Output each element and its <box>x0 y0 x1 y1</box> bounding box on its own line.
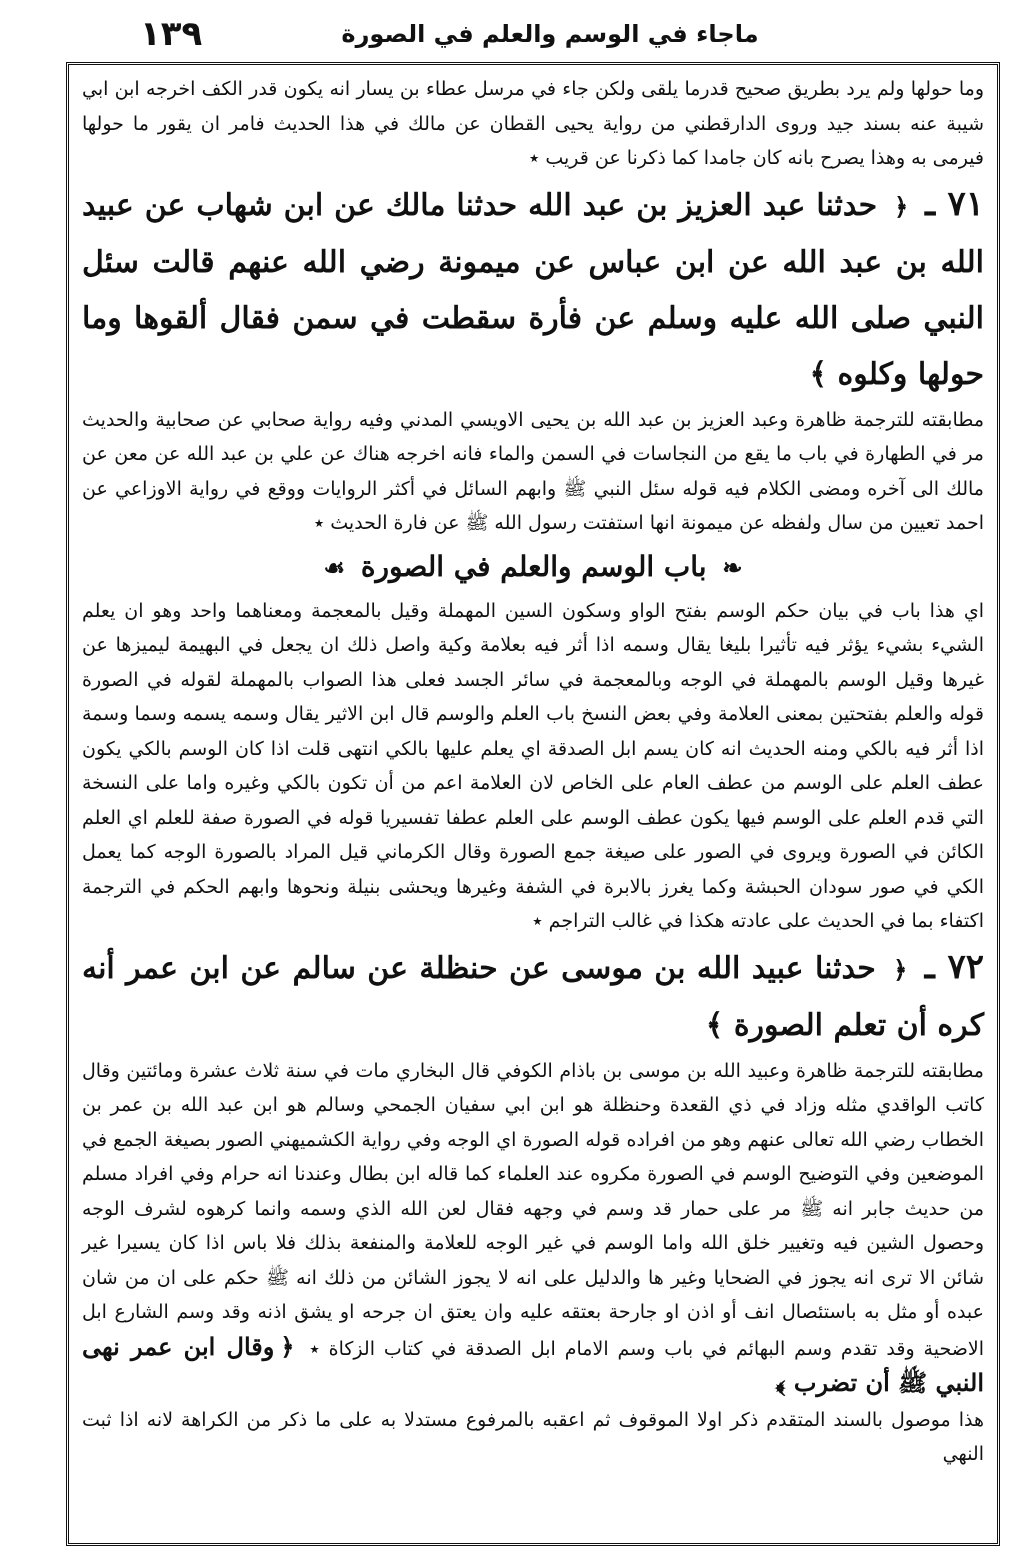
hadith-text: حدثنا عبد العزيز بن عبد الله حدثنا مالك عن ابن شهاب عن عبيد الله بن عبد الله عن ابن عباس عن ميمونة رضي الله عنهم قالت سئل النبي صلى الله عليه وسلم عن فأرة سقطت في سمن فقال ألقوها وما حولها وكلوه ﴾ <box>82 187 984 392</box>
ornament-icon: ❧ <box>722 552 743 582</box>
commentary-paragraph: اي هذا باب في بيان حكم الوسم بفتح الواو وسكون السين المهملة وقيل بالمعجمة ومعناهما واحد وهو ان يعلم الشيء بشيء يؤثر فيه تأثيرا بليغا يقال وسمه اذا أثر فيه بعلامة وكية واصل ذلك ان يجعل في البهيمة ليميزها عن غيرها وقيل الوسم بالمهملة في الوجه وبالمعجمة في سائر الجسد فعلى هذا الصواب بالمهملة لقوله في الصورة قوله والعلم بفتحتين بمعنى العلامة وفي بعض النسخ باب العلم والوسم قال ابن الاثير يقال وسمه يسمه وسما وسمة اذا أثر فيه بالكي ومنه الحديث انه كان يسم ابل الصدقة اي يعلم عليها بالكي انتهى قلت اذا كان الوسم بالكي يكون عطف العلم على الوسم من عطف العام على الخاص لان العلامة اعم من أن تكون بالكي وغيره واما على النسخة التي قدم العلم على الوسم فيها يكون عطف الوسم على العلم عطفا تفسيريا قوله في الصورة صفة للعلم اي العلم الكائن في الصورة ويروى في الصور على صيغة جمع الصورة وقال الكرماني قيل المراد بالصورة الوجه كما يعمل الكي في صور سودان الحبشة وكما يغرز بالابرة في الشفة وغيرها ويحشى بنيلة ونحوها وابهم الحكم في الترجمة اكتفاء بما في الحديث على عادته هكذا في غالب التراجم ٭ <box>82 599 984 932</box>
commentary-paragraph: مطابقته للترجمة ظاهرة وعبد العزيز بن عبد الله بن يحيى الاويسي المدني وفيه رواية صحابي عن صحابية والحديث مر في الطهارة في باب ما يقع من النجاسات في السمن والماء فانه اخرجه هناك عن علي بن عبد الله عن معن عن مالك الى آخره ومضى الكلام فيه قوله سئل النبي ﷺ وابهم السائل في أكثر الروايات ووقع في رواية الاوزاعي عن احمد تعيين من سال ولفظه عن ميمونة انها استفتت رسول الله ﷺ عن فارة الحديث ٭ <box>82 408 984 534</box>
ornament-icon: ☙ <box>323 552 346 582</box>
running-title: ماجاء في الوسم والعلم في الصورة <box>341 20 759 48</box>
hadith-number: ٧٢ ـ <box>924 946 984 987</box>
chapter-title: باب الوسم والعلم في الصورة <box>360 549 707 583</box>
hadith-71 <box>74 176 992 403</box>
page-number: ١٣٩ <box>140 14 203 54</box>
commentary-paragraph <box>74 1054 992 1403</box>
chapter-heading <box>74 541 992 594</box>
page-body <box>74 72 992 1538</box>
ornament-open: ﴿ <box>894 191 909 221</box>
ornament-open: ﴿ <box>280 1331 295 1361</box>
commentary-text: مطابقته للترجمة ظاهرة وعبيد الله بن موسى بن باذام الكوفي قال البخاري مات في سنة ثلاث عشرة ومائتين وقال كاتب الواقدي مثله وزاد في ذي القعدة وحنظلة هو ابن ابي سفيان الجمحي وسالم هو ابن عبد الله بن عمر بن الخطاب رضي الله تعالى عنهم وهو من افراده قوله الصورة اي الوجه وفي رواية الكشميهني الصور بصيغة الجمع في الموضعين وفي التوضيح الوسم في الصورة مكروه عند العلماء كما قاله ابن بطال وعندنا انه حرام وفي افراد مسلم من حديث جابر انه ﷺ مر على حمار قد وسم في وجهه فقال لعن الله الذي وسمه وانما كرهوه لشرف الوجه وحصول الشين فيه وتغيير خلق الله واما الوسم في غير الوجه للعلامة والمنفعة بذلك فلا باس اذا كان يسيرا غير شائن الا ترى انه يجوز في الضحايا وغير ها والدليل على انه لا يجوز الشائن من ذلك انه ﷺ حكم على ان من شان عبده أو مثل به باستئصال انف أو اذن او جارحة بعتقه عليه وان يعتق ان جرحه او يشق اذنه وقد وسم الشارع ابل الاضحية وقد تقدم وسم البهائم في باب وسم الامام ابل الصدقة في كتاب الزكاة ٭ <box>82 1059 984 1360</box>
hadith-72 <box>74 939 992 1054</box>
ornament-open: ﴿ <box>893 954 908 984</box>
page-header <box>60 14 1000 56</box>
hadith-text: حدثنا عبيد الله بن موسى عن حنظلة عن سالم عن ابن عمر أنه كره أن تعلم الصورة ﴾ <box>82 950 984 1043</box>
hadith-number: ٧١ ـ <box>925 183 984 224</box>
commentary-paragraph: هذا موصول بالسند المتقدم ذكر اولا الموقوف ثم اعقبه بالمرفوع مستدلا به على ما ذكر من الكراهة لانه اذا ثبت النهي <box>82 1408 984 1465</box>
quote-text: وقال ابن عمر نهى النبي ﷺ أن تضرب ﴾ <box>82 1331 984 1397</box>
commentary-paragraph: وما حولها ولم يرد بطريق صحيح قدرما يلقى ولكن جاء في مرسل عطاء بن يسار انه يكون قدر الكف اخرجه ابن ابي شيبة عنه بسند جيد وروى الدارقطني من رواية يحيى القطان عن مالك في هذا الحديث فامر ان يقور ما حولها فيرمى به وهذا يصرح بانه كان جامدا كما ذكرنا عن قريب ٭ <box>82 78 984 169</box>
